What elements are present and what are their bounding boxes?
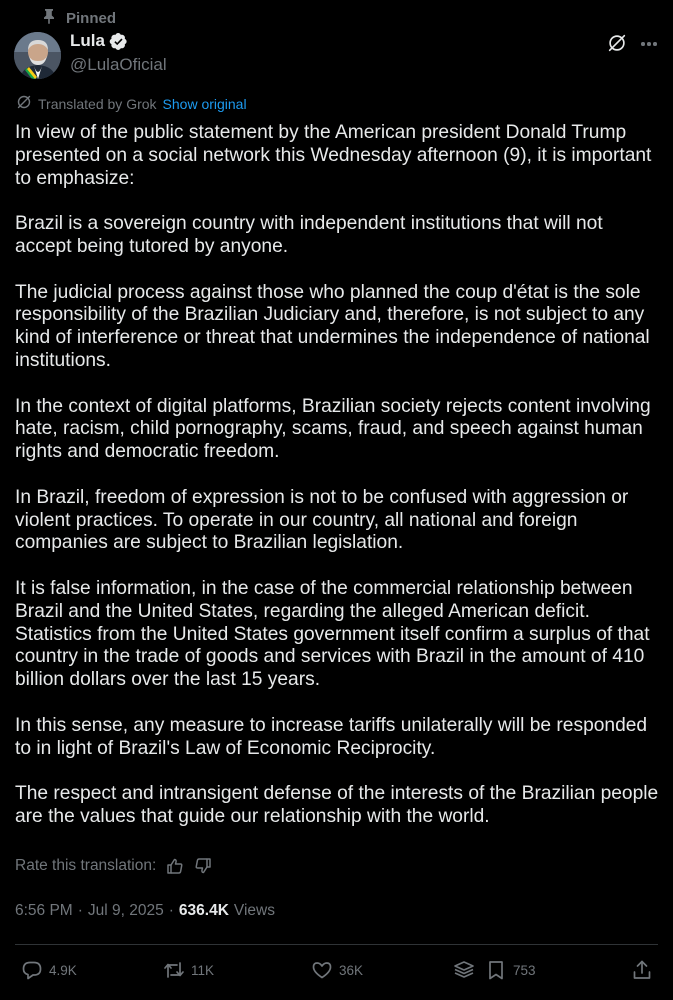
pin-icon	[42, 8, 56, 28]
bookmark-icon	[485, 959, 507, 981]
thumbs-up-icon[interactable]	[166, 857, 184, 875]
grok-stack-button[interactable]	[453, 959, 475, 981]
meta-separator: ·	[168, 902, 174, 919]
rate-translation-label: Rate this translation:	[15, 857, 157, 874]
share-icon	[631, 959, 653, 981]
tweet-time[interactable]: 6:56 PM	[15, 902, 73, 919]
tweet-text	[15, 122, 663, 829]
repost-count: 11K	[191, 962, 215, 978]
translation-notice	[16, 94, 247, 113]
tweet-paragraph: In the context of digital platforms, Brazilian society rejects content involving hate, racism, child pornography, scams, fraud, and speech against human rights and democratic freedom.	[15, 395, 651, 463]
repost-button[interactable]	[163, 959, 214, 981]
repost-icon	[163, 959, 185, 981]
verified-badge-icon	[109, 32, 128, 51]
bookmark-count: 753	[513, 962, 536, 978]
grok-stack-icon	[453, 959, 475, 981]
show-original-link[interactable]: Show original	[162, 95, 247, 112]
more-icon[interactable]	[638, 34, 660, 54]
tweet-paragraph: It is false information, in the case of the commercial relationship between Brazil and the United States, regarding the alleged American deficit. Statistics from the United States government itself confirm a surplus of that country in the trade of goods and services with Brazil in the amount of 410 billion dollars over the last 15 years.	[15, 577, 650, 691]
tweet-paragraph: The judicial process against those who planned the coup d'état is the sole responsibility of the Brazilian Judiciary and, therefore, is not subject to any kind of interference or threat that undermines the independence of national institutions.	[15, 281, 650, 371]
tweet-paragraph: Brazil is a sovereign country with independent institutions that will not accept being tutored by anyone.	[15, 213, 603, 257]
bookmark-button[interactable]	[485, 959, 536, 981]
author-name-row	[70, 31, 128, 51]
like-count: 36K	[339, 962, 364, 978]
reply-icon	[21, 959, 43, 981]
like-button[interactable]	[311, 959, 363, 981]
grok-icon[interactable]	[606, 32, 630, 56]
share-button[interactable]	[631, 959, 653, 981]
like-icon	[311, 959, 333, 981]
pinned-indicator	[42, 8, 116, 28]
author-name[interactable]: Lula	[70, 31, 105, 50]
thumbs-down-icon[interactable]	[194, 857, 212, 875]
pinned-label: Pinned	[66, 9, 117, 27]
rate-translation	[15, 857, 212, 875]
translate-icon	[16, 94, 32, 113]
reply-count: 4.9K	[49, 962, 77, 978]
views-count: 636.4K	[178, 902, 229, 919]
tweet-paragraph: In view of the public statement by the American president Donald Trump presented on a social network this Wednesday afternoon (9), it is important to emphasize:	[15, 122, 652, 189]
author-handle[interactable]: @LulaOficial	[70, 55, 167, 74]
tweet-paragraph: In Brazil, freedom of expression is not to be confused with aggression or violent practices. To operate in our country, all national and foreign companies are subject to Brazilian legislation.	[15, 486, 629, 554]
translated-label: Translated by Grok	[38, 95, 157, 112]
meta-separator: ·	[77, 902, 83, 919]
views-label: Views	[233, 902, 275, 919]
tweet-meta	[15, 902, 275, 920]
tweet-date[interactable]: Jul 9, 2025	[87, 902, 164, 919]
tweet-paragraph: In this sense, any measure to increase tariffs unilaterally will be responded to in light of Brazil's Law of Economic Reciprocity.	[15, 714, 648, 759]
tweet-paragraph: The respect and intransigent defense of the interests of the Brazilian people are the values that guide our relationship with the world.	[15, 783, 659, 827]
divider	[15, 944, 658, 945]
avatar[interactable]	[14, 32, 61, 79]
reply-button[interactable]	[21, 959, 77, 981]
